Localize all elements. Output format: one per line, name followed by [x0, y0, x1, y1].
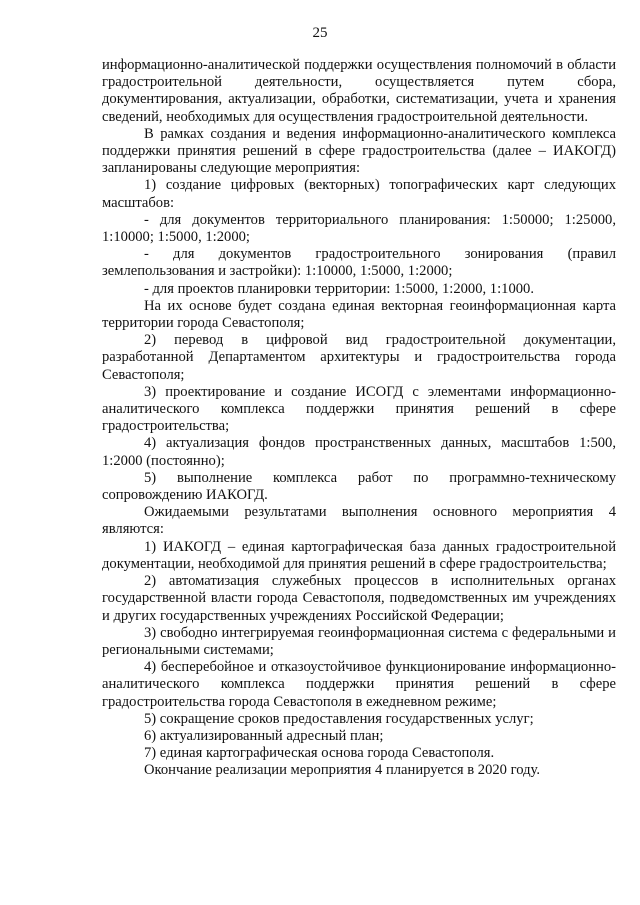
paragraph: В рамках создания и ведения информационно-аналитического комплекса поддержки принятия решений в сфере градостроительства (далее – ИАКОГД) запланированы следующие мероприятия:	[102, 125, 616, 177]
list-item: 5) выполнение комплекса работ по программно-техническому сопровождению ИАКОГД.	[102, 469, 616, 504]
list-item: 1) ИАКОГД – единая картографическая база данных градостроительной документации, необходимой для принятия решений в сфере градостроительства;	[102, 538, 616, 572]
list-item: 4) бесперебойное и отказоустойчивое функционирование информационно-аналитического комплекса поддержки принятия решений в сфере градостроительства города Севастополя в ежедневном режиме;	[102, 659, 616, 710]
paragraph: информационно-аналитической поддержки осуществления полномочий в области градостроительной деятельности, осуществляется путем сбора, документирования, актуализации, обработки, систематизации, учета и хранения сведений, необходимых для осуществления градостроительной деятельности.	[102, 57, 616, 125]
paragraph: Окончание реализации мероприятия 4 планируется в 2020 году.	[144, 762, 541, 779]
list-item: 4) актуализация фондов пространственных данных, масштабов 1:500, 1:2000 (постоянно);	[102, 435, 616, 469]
list-item: 2) перевод в цифровой вид градостроительной документации, разработанной Департаментом архитектуры и градостроительства города Севастополя;	[102, 332, 616, 383]
paragraph: На их основе будет создана единая векторная геоинформационная карта территории города Севастополя;	[102, 297, 616, 332]
list-item: 1) создание цифровых (векторных) топографических карт следующих масштабов:	[102, 177, 616, 211]
list-item: 5) сокращение сроков предоставления государственных услуг;	[144, 710, 534, 727]
list-item: 6) актуализированный адресный план;	[144, 727, 384, 744]
list-item: - для документов территориального планирования: 1:50000; 1:25000, 1:10000; 1:5000, 1:2000;	[102, 211, 616, 246]
page-number: 25	[312, 25, 328, 41]
list-item: - для проектов планировки территории: 1:5000, 1:2000, 1:1000.	[144, 280, 534, 297]
document-body	[102, 57, 616, 780]
paragraph: Ожидаемыми результатами выполнения основного мероприятия 4 являются:	[102, 504, 616, 538]
list-item: 3) свободно интегрируемая геоинформационная система с федеральными и региональными системами;	[102, 624, 616, 658]
list-item: - для документов градостроительного зонирования (правил землепользования и застройки): 1:10000, 1:5000, 1:2000;	[102, 246, 616, 280]
list-item: 3) проектирование и создание ИСОГД с элементами информационно-аналитического комплекса поддержки принятия решений в сфере градостроительства;	[102, 383, 616, 435]
list-item: 2) автоматизация служебных процессов в исполнительных органах государственной власти города Севастополя, подведомственных им учреждениях и других государственных учреждениях Российской Федерации;	[102, 573, 616, 624]
list-item: 7) единая картографическая основа города Севастополя.	[144, 745, 495, 762]
